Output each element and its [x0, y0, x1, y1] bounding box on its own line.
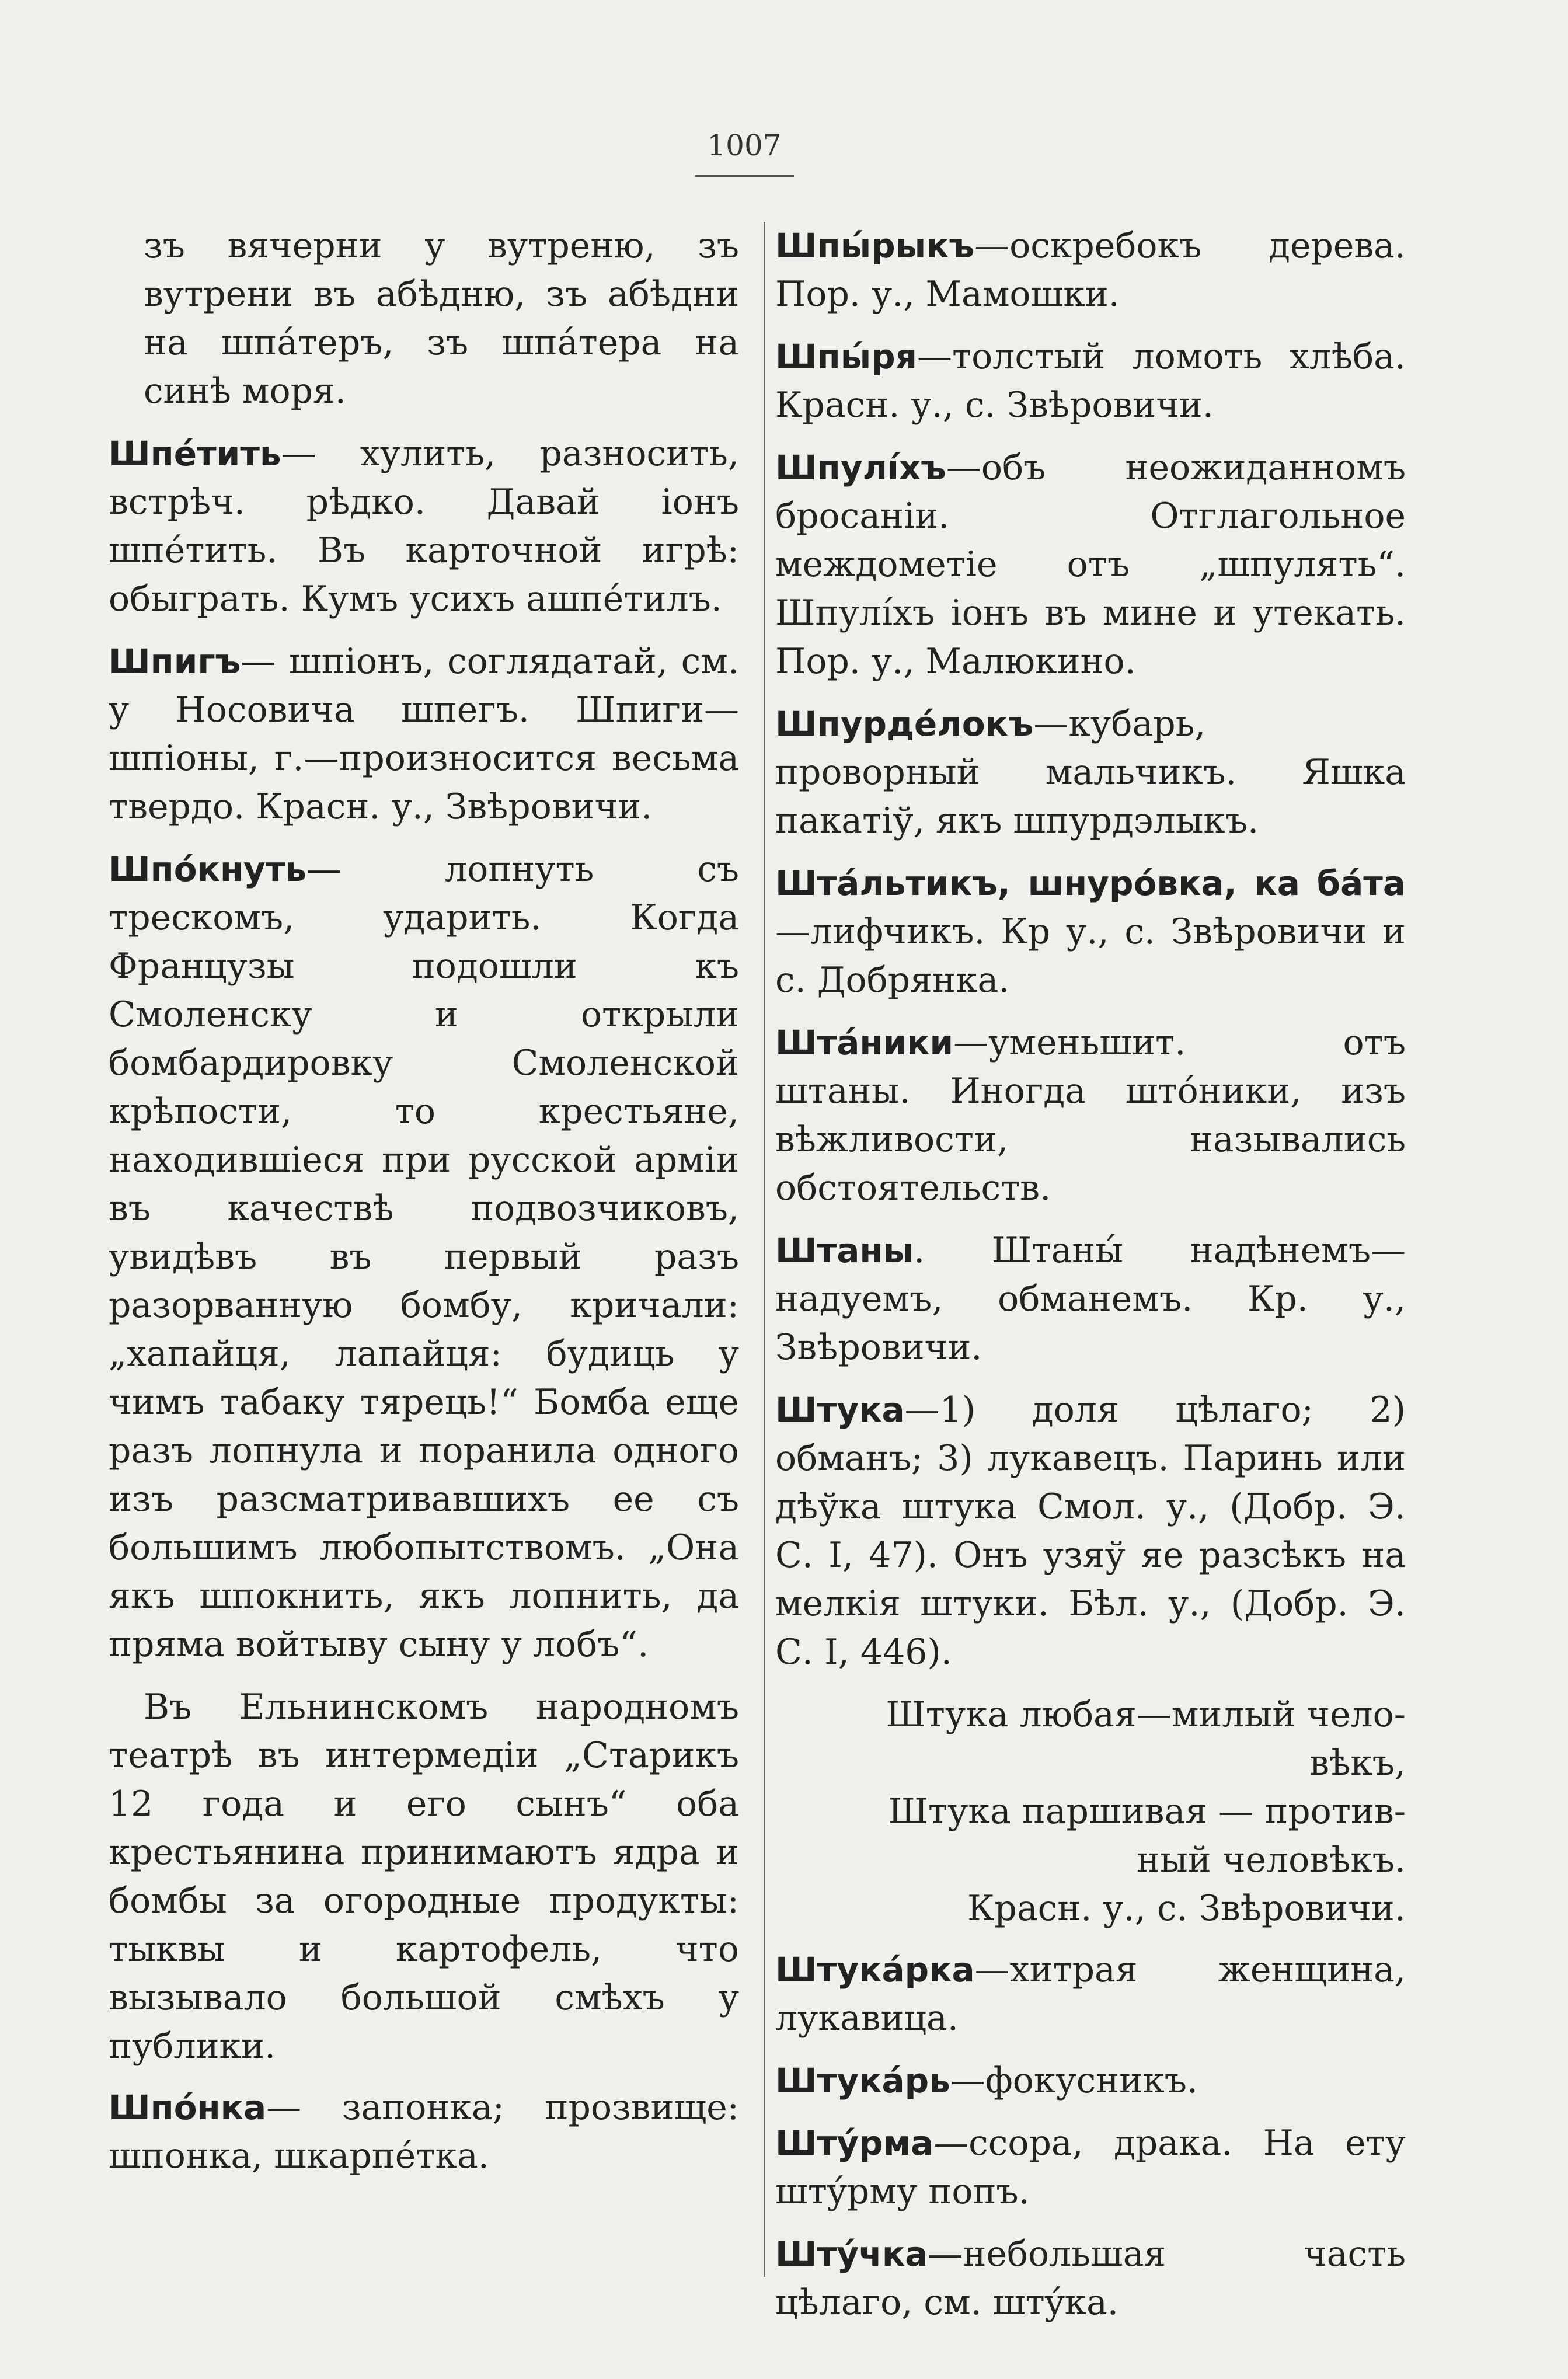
- definition: —кубарь, проворный мальчикъ. Яшка пакатіў, якъ шпурдэлыкъ.: [775, 703, 1406, 841]
- definition: —толстый ломоть хлѣба. Красн. у., с. Звѣровичи.: [775, 336, 1406, 426]
- definition: — шпіонъ, соглядатай, см. у Носовича шпегъ. Шпиги—шпіоны, г.—произносится весьма твердо. Красн. у., Звѣровичи.: [109, 641, 739, 827]
- headword: Штукáрь: [775, 2061, 950, 2101]
- entry-shtuchka: [775, 2230, 1406, 2327]
- entry-shpurdelok: [775, 700, 1406, 845]
- headword-continued: бáта: [1316, 863, 1406, 903]
- entry-shtaniki: [775, 1019, 1406, 1213]
- definition: —уменьшит. отъ штаны. Иногда штóники, изъ вѣжливости, назывались обстоятельств.: [775, 1022, 1406, 1208]
- definition: . Штаны́ надѣнемъ—надуемъ, обманемъ. Кр. у., Звѣровичи.: [775, 1230, 1406, 1368]
- entry-shtukarka: [775, 1946, 1406, 2043]
- column-divider: [764, 222, 765, 2277]
- verse-line: вѣкъ,: [1309, 1743, 1406, 1784]
- headword: Штаны: [775, 1231, 914, 1270]
- entry-shtany: [775, 1227, 1406, 1372]
- entry-shpyrya: [775, 333, 1406, 430]
- headword: Штáльтикъ, шнурóвка, ка: [775, 863, 1300, 903]
- headword: Шпóкнуть: [109, 849, 307, 889]
- paragraph-text: Въ Ельнинскомъ народномъ театрѣ въ интермедіи „Старикъ 12 года и его сынъ“ оба крестьянина принимаютъ ядра и бомбы за огородные продукты: тыквы и картофель, что вызывало большой смѣхъ у публики.: [109, 1687, 739, 2067]
- entry-shtuka: [775, 1386, 1406, 1677]
- headword: Шпы́ря: [775, 337, 917, 377]
- entry-shtaltik: [775, 859, 1406, 1005]
- definition: —хитрая женщина, лукавица.: [775, 1949, 1406, 2039]
- headword: Штукáрка: [775, 1950, 975, 1990]
- headword: Штука: [775, 1390, 905, 1430]
- page-number-rule: [695, 175, 794, 177]
- definition: — запонка; прозвище: шпонка, шкарпéтка.: [109, 2087, 739, 2176]
- entry-shpyryk: [775, 222, 1406, 319]
- verse-line: Штука любая—милый чело-: [886, 1694, 1406, 1735]
- verse-quote: [775, 1691, 1406, 1933]
- headword: Шпигъ: [109, 642, 241, 681]
- definition: —ссора, драка. На ету штýрму попъ.: [775, 2123, 1406, 2212]
- entry-paragraph: [109, 1683, 739, 2071]
- entry-shtukar: [775, 2057, 1406, 2105]
- definition: —1) доля цѣлаго; 2) обманъ; 3) лукавецъ. Паринь или дѣўка штука Смол. у., (Добр. Э. С. I, 47). Онъ узяў яе разсѣкъ на мелкія штуки. Бѣл. у., (Добр. Э. С. I, 446).: [775, 1389, 1406, 1673]
- definition: —лифчикъ. Кр у., с. Звѣровичи и с. Добрянка.: [775, 911, 1406, 1001]
- entry-shturma: [775, 2119, 1406, 2216]
- headword: Шпéтить: [109, 434, 281, 473]
- verse-line: ный человѣкъ.: [1137, 1840, 1406, 1880]
- headword: Штáники: [775, 1023, 954, 1063]
- definition: —небольшая часть цѣлаго, см. штýка.: [775, 2234, 1406, 2323]
- headword: Шпы́рыкъ: [775, 226, 975, 266]
- verse-source: Красн. у., с. Звѣровичи.: [967, 1888, 1406, 1929]
- headword: Шпурдéлокъ: [775, 704, 1034, 744]
- page-number: 1007: [707, 128, 782, 162]
- continuation-text: зъ вячерни у вутреню, зъ вутрени въ абѣдню, зъ абѣдни на шпáтеръ, зъ шпáтера на синѣ моря.: [144, 225, 739, 412]
- headword: Шпулíхъ: [775, 448, 946, 487]
- entry-shpulikh: [775, 444, 1406, 686]
- entry-shponka: [109, 2084, 739, 2181]
- headword: Штýчка: [775, 2234, 928, 2274]
- entry-shpoknut: [109, 845, 739, 1669]
- left-column: [109, 222, 739, 2195]
- right-column: [775, 222, 1406, 2341]
- entry-shpig: [109, 638, 739, 831]
- verse-line: Штука паршивая — против-: [888, 1791, 1406, 1832]
- definition: — лопнуть съ трескомъ, ударить. Когда Французы подошли къ Смоленску и открыли бомбардировку Смоленской крѣпости, то крестьяне, находившіеся при русской арміи въ качествѣ подвозчиковъ, увидѣвъ въ первый разъ разорванную бомбу, кричали: „хапайця, лапайця: будиць у чимъ табаку тярець!“ Бомба еще разъ лопнула и поранила одного изъ разсматривавшихъ ее съ большимъ любопытствомъ. „Она якъ шпокнить, якъ лопнить, да пряма войтыву сыну у лобъ“.: [109, 849, 739, 1665]
- definition: —фокусникъ.: [950, 2060, 1198, 2101]
- entry-shpetit: [109, 430, 739, 624]
- headword: Шпóнка: [109, 2088, 267, 2127]
- headword: Штýрма: [775, 2123, 934, 2163]
- definition: — хулить, разносить, встрѣч. рѣдко. Давай іонъ шпéтить. Въ карточной игрѣ: обыграть. Кумъ усихъ ашпéтилъ.: [109, 433, 739, 619]
- definition: —объ неожиданномъ бросаніи. Отглагольное междометіе отъ „шпулять“. Шпулíхъ іонъ въ мине и утекать. Пор. у., Малюкино.: [775, 447, 1406, 682]
- definition: —оскребокъ дерева. Пор. у., Мамошки.: [775, 225, 1406, 315]
